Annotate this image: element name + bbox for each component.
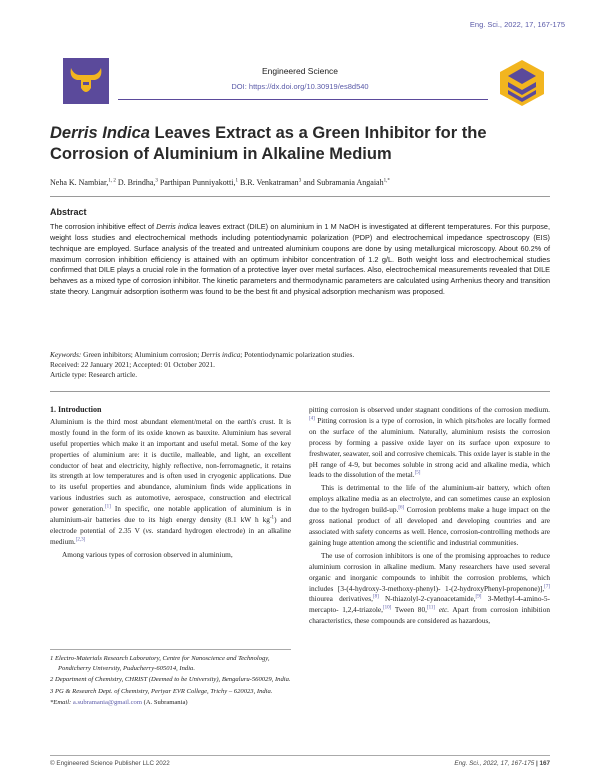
keywords-text: ; Potentiodynamic polarization studies. (240, 350, 355, 359)
received-dates: Received: 22 January 2021; Accepted: 01 October 2021. (50, 359, 215, 369)
right-paragraph-3 (309, 551, 550, 627)
citation-link[interactable]: [6] (398, 505, 405, 511)
article-type: Article type: Research article. (50, 369, 138, 379)
right-paragraph-1 (309, 405, 550, 481)
footnote-rule (50, 649, 291, 650)
title-rest: Leaves Extract as a Green Inhibitor for the Corrosion of Aluminium in Alkaline Medium (50, 124, 487, 163)
email-name: (A. Subramania) (141, 699, 188, 707)
italic-text: vs. (145, 525, 154, 535)
abstract-italic: Derris indica (156, 222, 198, 231)
footnote-email (50, 698, 291, 708)
journal-name: Engineered Science (261, 66, 339, 76)
rule-middle (50, 391, 550, 392)
citation-link[interactable]: [11] (426, 605, 436, 611)
left-column (50, 405, 291, 561)
citation-link[interactable]: [1] (104, 504, 111, 510)
footnote-3: 3 PG & Research Dept. of Chemistry, Periyar EVR College, Trichy – 620023, India. (50, 687, 273, 695)
article-title (50, 123, 550, 165)
paragraph-text: Tween 80, (391, 605, 427, 615)
citation-link[interactable]: [4] (309, 416, 315, 422)
page-number: | 167 (535, 760, 550, 767)
paragraph-text: Pitting corrosion is a type of corrosion, in which pits/holes are locally formed on the surface of the aluminium. Naturally, aluminium resists the corrosion process by forming a passive oxide layer on its surface upon exposure to freshwater, seawater, soil and corrosive chemicals. This oxide layer is stable in the pH range of 4-9, but becomes soluble in strong acid and alkaline media, which leads to the dissolution of the metal. (309, 415, 550, 480)
author: B.R. Venkatraman (237, 178, 299, 187)
paragraph-text: 3-Methyl-4-amino-5- mercapto- 1,2,4-triazole, (309, 594, 550, 615)
footer-page (454, 760, 550, 767)
citation-link[interactable]: [9] (475, 594, 482, 600)
keywords-text: Green inhibitors; Aluminium corrosion; (81, 350, 202, 359)
right-column (309, 405, 550, 627)
article-meta (50, 350, 354, 379)
paragraph-text: Corrosion problems make a huge impact on the gross national product of all developed and developing countries and are associated with safety concerns as well. Hence, corrosion-controlling methods are gaining huge attention among the scientific and industrial communities. (309, 505, 550, 547)
italic-text: etc. (435, 605, 450, 615)
author-affiliation: 1,* (383, 178, 390, 184)
paragraph-text: Apart from corrosion inhibition characteristics, these compounds are considered as hazardous, (309, 605, 551, 626)
rule-top (50, 196, 550, 197)
footer-journal-ref: Eng. Sci., 2022, 17, 167-175 (454, 760, 535, 767)
abstract-text: leaves extract (DILE) on aluminium in 1 M NaOH is investigated at different temperatures. For this purpose, weight loss studies and electrochemical methods including potentiodynamic polarization (PDP) and electrochemical impedance spectroscopy (EIS) technique are employed. Surface analysis of the treated and untreated aluminium coupons are done by using metallurgical microscopy. About 60.2% of maximum corrosion inhibition efficiency is attained with an optimum inhibitor concentration of 1.2 g/L. Both weight loss and electrochemical studies confirmed that DILE plays a crucial role in the formation of a protective layer over metal surfaces. Also, electrochemical measurements revealed that DILE behaves as a mixed type of corrosion inhibitor. The kinetic parameters and thermodynamic parameters are calculated using Arrhenius theory and transition state theory. Langmuir adsorption isotherm was found to be the best fit and physical adsorption mechanism was proposed. (50, 222, 550, 297)
superscript: -1 (269, 515, 275, 521)
paragraph-text: This is detrimental to the life of the aluminium-air battery, which often employs alkaline media as an electrolyte, and can sometimes cause an explosion due to the hydrogen build-up. (309, 483, 550, 515)
footnote-1: 1 Electro-Materials Research Laboratory, Centre for Nanoscience and Technology, Pondicherry University, Puducherry-605014, India. (50, 655, 270, 672)
author-list (50, 178, 390, 187)
citation-link[interactable]: [5] (414, 471, 421, 477)
doi-label: DOI: (231, 82, 247, 91)
keywords (50, 350, 354, 360)
intro-paragraph-1 (50, 417, 291, 548)
intro-heading: 1. Introduction (50, 405, 102, 414)
footnote-2: 2 Department of Chemistry, CHRIST (Deemed to be University), Bengaluru-560029, India. (50, 676, 291, 684)
citation-link[interactable]: [10] (382, 605, 392, 611)
citation-link[interactable]: [7] (544, 584, 550, 590)
email-link[interactable]: a.subramania@gmail.com (72, 699, 142, 707)
email-label: *Email: (50, 699, 73, 707)
paragraph-text: thiourea derivatives, (309, 594, 373, 604)
paragraph-text: N-thiazolyl-2-cyanoacetamide, (378, 594, 476, 604)
author: Parthipan Punniyakotti, (157, 178, 236, 187)
paragraph-text: The use of corrosion inhibitors is one of the promising approaches to reduce aluminium corrosion in alkaline medium. Many researchers have used several organic and inorganic compounds to inhibit the corrosion problems, which includes [3-(4-hydroxy-3-methoxy-phenyl)- 1-(2-hydroxyPhenyl-propenone)], (309, 550, 550, 593)
intro-paragraph-2: Among various types of corrosion observed in aluminium, (62, 549, 233, 559)
author-affiliation: 3 (155, 178, 158, 184)
paragraph-text: In specific, one notable application of aluminium is in aluminium-air batteries due to its high energy density (8.1 kW h kg (50, 504, 291, 525)
journal-reference: Eng. Sci., 2022, 17, 167-175 (469, 20, 565, 29)
journal-header (0, 66, 600, 91)
right-paragraph-2 (309, 483, 550, 548)
footer-rule (50, 755, 550, 756)
doi-link[interactable]: https://dx.doi.org/10.30919/es8d540 (248, 82, 369, 91)
author-affiliation: 1 (235, 178, 238, 184)
paragraph-text: Aluminium is the third most abundant element/metal on the earth's crust. It is mostly found in the form of its oxide known as bauxite. Aluminium has several useful properties which make it an important and useful metal. Some of the key properties of aluminium are: it is ductile, malleable, and light, an excellent conductor of heat and electricity, highly reflective, non-ferromagnetic, it retains its strength at low temperatures and is often used in cryogenic applications. Due to its useful properties and abundance, aluminium finds wide applications in various industries such as automotive, aerospace, construction and electrical power generation. (50, 416, 291, 514)
author: Neha K. Nambiar, (50, 178, 109, 187)
keywords-italic: Derris indica (201, 350, 241, 359)
header-divider (118, 99, 488, 100)
paragraph-text: standard hydrogen electrode) in an alkaline medium. (50, 525, 291, 546)
author-affiliation: 1, 2 (108, 178, 116, 184)
abstract-heading: Abstract (50, 207, 87, 217)
paragraph-text: ) and electrode potential of 2.35 V ( (50, 515, 291, 535)
paragraph-text: pitting corrosion is observed under stagnant conditions of the corrosion medium. (309, 405, 550, 414)
abstract-body (50, 222, 550, 298)
author: and Subramania Angaiah (301, 178, 384, 187)
doi-line (0, 82, 600, 91)
author-affiliation: 3 (298, 178, 302, 184)
abstract-text: The corrosion inhibitive effect of (50, 222, 157, 231)
title-italic: Derris Indica (50, 124, 150, 142)
citation-link[interactable]: [2,3] (75, 537, 86, 543)
footnotes (50, 654, 291, 710)
citation-link[interactable]: [8] (372, 594, 379, 600)
keywords-label: Keywords: (50, 350, 82, 359)
footer-copyright: © Engineered Science Publisher LLC 2022 (50, 760, 170, 767)
author: D. Brindha, (115, 178, 156, 187)
